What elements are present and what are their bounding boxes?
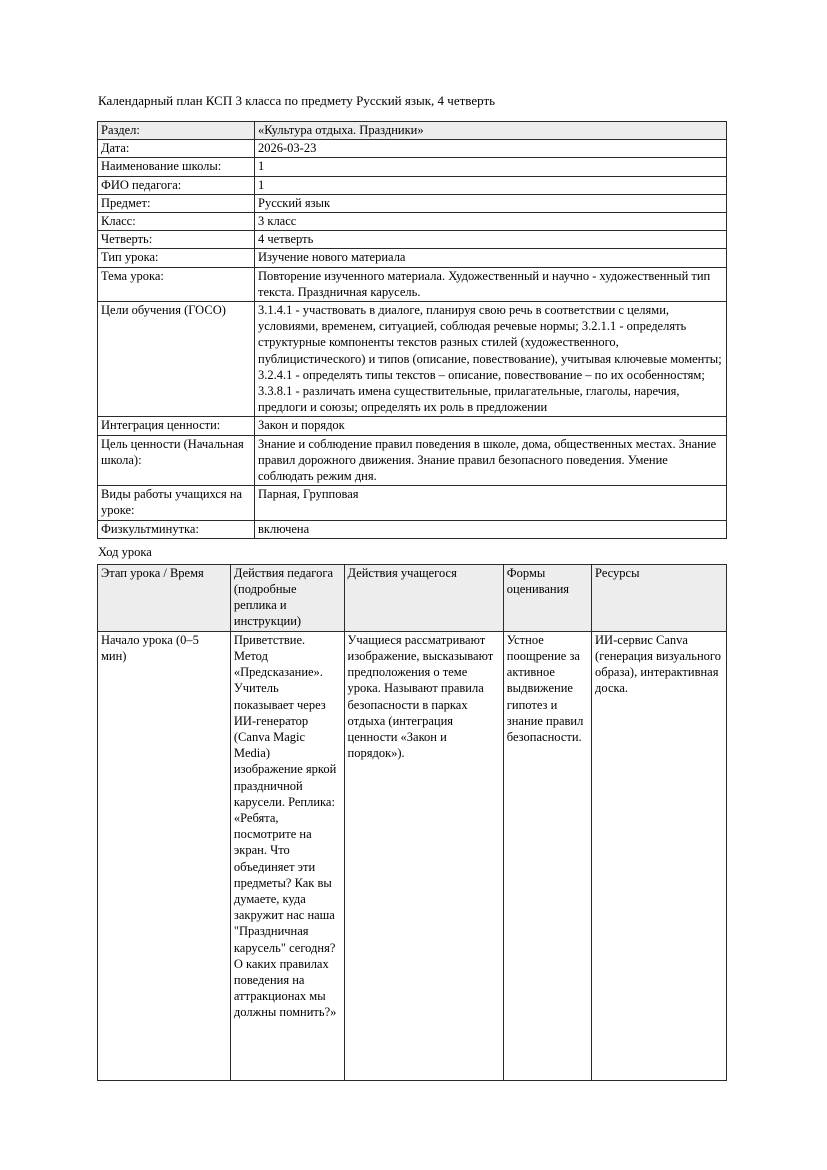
assessment-cell: Устное поощрение за активное выдвижение гипотез и знание правил безопасности. xyxy=(503,631,591,1080)
column-header-resources: Ресурсы xyxy=(592,564,727,631)
info-label-cell: Физкультминутка: xyxy=(98,520,255,538)
column-header-stage: Этап урока / Время xyxy=(98,564,231,631)
info-value-cell: Парная, Групповая xyxy=(255,486,727,520)
info-row xyxy=(98,267,727,301)
info-value-cell: 3.1.4.1 - участвовать в диалоге, планируя свою речь в соответствии с целями, условиями, временем, ситуацией, соблюдая речевые нормы; 3.2.1.1 - определять структурные компоненты текстов разных стилей (художественного, публицистического) и типов (описание, повествование), учитывая ключевые моменты; 3.2.4.1 - определять типы текстов – описание, повествование – по их особенностям; 3.3.8.1 - различать имена существительные, прилагательные, глаголы, наречия, предлоги и союзы; определять их роль в предложении xyxy=(255,302,727,417)
lesson-flow-table xyxy=(97,564,727,1081)
info-row xyxy=(98,231,727,249)
column-header-student-actions: Действия учащегося xyxy=(344,564,503,631)
lesson-table-header-row xyxy=(98,564,727,631)
info-row xyxy=(98,520,727,538)
column-header-assessment: Формы оценивания xyxy=(503,564,591,631)
resources-cell: ИИ-сервис Canva (генерация визуального образа), интерактивная доска. xyxy=(592,631,727,1080)
info-value-cell: «Культура отдыха. Праздники» xyxy=(255,122,727,140)
lesson-info-table xyxy=(97,121,727,539)
info-row xyxy=(98,158,727,176)
info-row xyxy=(98,486,727,520)
lesson-stage-row xyxy=(98,631,727,1080)
student-actions-cell: Учащиеся рассматривают изображение, высказывают предположения о теме урока. Называют правила безопасности в парках отдыха (интеграция ценности «Закон и порядок»). xyxy=(344,631,503,1080)
info-label-cell: Класс: xyxy=(98,213,255,231)
info-value-cell: Закон и порядок xyxy=(255,417,727,435)
info-value-cell: 2026-03-23 xyxy=(255,140,727,158)
info-row xyxy=(98,249,727,267)
info-label-cell: Цели обучения (ГОСО) xyxy=(98,302,255,417)
info-row xyxy=(98,302,727,417)
info-label-cell: ФИО педагога: xyxy=(98,176,255,194)
info-row xyxy=(98,417,727,435)
info-label-cell: Интеграция ценности: xyxy=(98,417,255,435)
info-value-cell: 1 xyxy=(255,158,727,176)
info-label-cell: Тип урока: xyxy=(98,249,255,267)
column-header-teacher-actions: Действия педагога (подробные реплика и инструкции) xyxy=(230,564,344,631)
teacher-actions-cell: Приветствие. Метод «Предсказание». Учитель показывает через ИИ-генератор (Canva Magic Media) изображение яркой праздничной карусели. Реплика: «Ребята, посмотрите на экран. Что объединяет эти предметы? Как вы думаете, куда закружит нас наша "Праздничная карусель" сегодня? О каких правилах поведения на аттракционах мы должны помнить?» xyxy=(230,631,344,1080)
info-label-cell: Предмет: xyxy=(98,194,255,212)
info-value-cell: 1 xyxy=(255,176,727,194)
info-label-cell: Четверть: xyxy=(98,231,255,249)
info-label-cell: Наименование школы: xyxy=(98,158,255,176)
info-value-cell: включена xyxy=(255,520,727,538)
info-row xyxy=(98,213,727,231)
stage-cell: Начало урока (0–5 мин) xyxy=(98,631,231,1080)
info-label-cell: Дата: xyxy=(98,140,255,158)
info-row xyxy=(98,435,727,486)
info-label-cell: Виды работы учащихся на уроке: xyxy=(98,486,255,520)
info-row xyxy=(98,176,727,194)
info-value-cell: Изучение нового материала xyxy=(255,249,727,267)
info-row xyxy=(98,140,727,158)
info-value-cell: 3 класс xyxy=(255,213,727,231)
info-label-cell: Цель ценности (Начальная школа): xyxy=(98,435,255,486)
document-title: Календарный план КСП 3 класса по предмету Русский язык, 4 четверть xyxy=(98,93,496,108)
info-value-cell: Повторение изученного материала. Художественный и научно - художественный тип текста. Праздничная карусель. xyxy=(255,267,727,301)
info-label-cell: Раздел: xyxy=(98,122,255,140)
info-value-cell: 4 четверть xyxy=(255,231,727,249)
lesson-flow-heading: Ход урока xyxy=(98,544,152,559)
info-row xyxy=(98,122,727,140)
info-label-cell: Тема урока: xyxy=(98,267,255,301)
info-value-cell: Знание и соблюдение правил поведения в школе, дома, общественных местах. Знание правил дорожного движения. Знание правил безопасного поведения. Умение соблюдать режим дня. xyxy=(255,435,727,486)
info-row xyxy=(98,194,727,212)
info-value-cell: Русский язык xyxy=(255,194,727,212)
